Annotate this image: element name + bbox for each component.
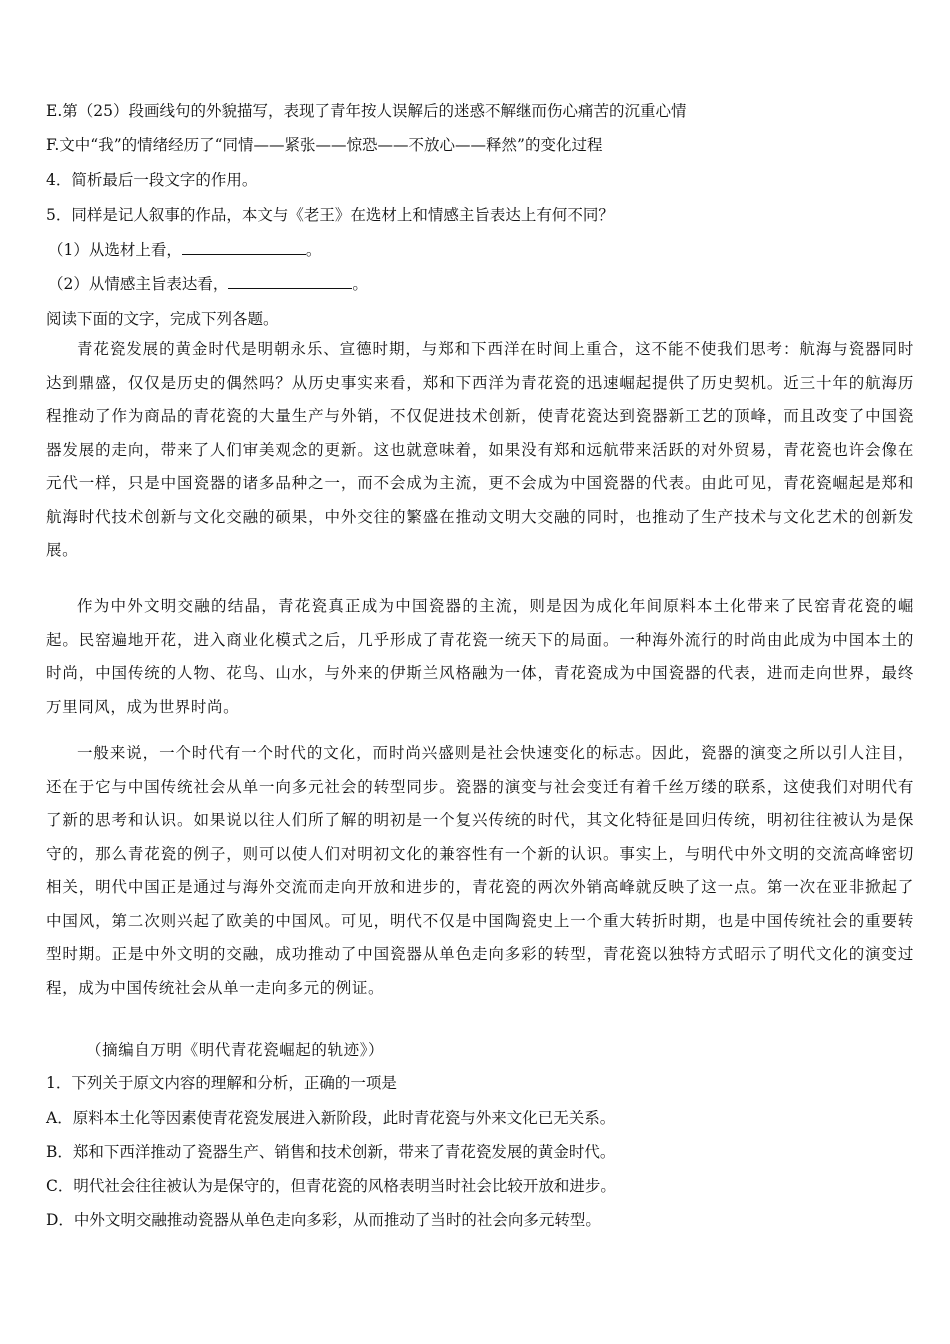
question-5-sub-2 [48, 274, 910, 294]
passage-paragraph-3: 一般来说，一个时代有一个时代的文化，而时尚兴盛则是社会快速变化的标志。因此，瓷器的演变之所以引人注目，还在于它与中国传统社会从单一向多元社会的转型同步。瓷器的演变与社会变迁有着千丝万缕的联系，这使我们对明代有了新的思考和认识。如果说以往人们所了解的明初是一个复兴传统的时代，其文化特征是回归传统，明初往往被认为是保守的，那么青花瓷的例子，则可以使人们对明初文化的兼容性有一个新的认识。事实上，与明代中外文明的交流高峰密切相关，明代中国正是通过与海外交流而走向开放和进步的，青花瓷的两次外销高峰就反映了这一点。第一次在亚非掀起了中国风，第二次则兴起了欧美的中国风。可见，明代不仅是中国陶瓷史上一个重大转折时期，也是中国传统社会的重要转型时期。正是中外文明的交融，成功推动了中国瓷器从单色走向多彩的转型，青花瓷以独特方式昭示了明代文化的演变过程，成为中国传统社会从单一走向多元的例证。 [46, 744, 914, 997]
option-f: F.文中“我”的情绪经历了“同情——紧张——惊恐——不放心——释然”的变化过程 [46, 136, 603, 154]
question-1-option-b: B．郑和下西洋推动了瓷器生产、销售和技术创新，带来了青花瓷发展的黄金时代。 [46, 1143, 616, 1161]
answer-blank-2[interactable] [228, 274, 352, 289]
sub-2-end: 。 [352, 275, 368, 293]
question-5-stem: 5．同样是记人叙事的作品，本文与《老王》在选材上和情感主旨表达上有何不同？ [46, 206, 614, 224]
sub-1-label: （1）从选材上看， [48, 241, 182, 259]
sub-2-label: （2）从情感主旨表达看， [48, 275, 229, 293]
section-intro: 阅读下面的文字，完成下列各题。 [46, 310, 279, 328]
question-4: 4．简析最后一段文字的作用。 [46, 171, 258, 189]
option-e: E.第（25）段画线句的外貌描写，表现了青年按人误解后的迷惑不解继而伤心痛苦的沉重心情 [46, 102, 687, 120]
question-5-sub-1 [48, 240, 910, 260]
answer-blank-1[interactable] [182, 240, 306, 255]
question-1-option-a: A．原料本土化等因素使青花瓷发展进入新阶段，此时青花瓷与外来文化已无关系。 [46, 1109, 616, 1127]
passage-paragraph-2: 作为中外文明交融的结晶，青花瓷真正成为中国瓷器的主流，则是因为成化年间原料本土化带来了民窑青花瓷的崛起。民窑遍地开花，进入商业化模式之后，几乎形成了青花瓷一统天下的局面。一种海外流行的时尚由此成为中国本土的时尚，中国传统的人物、花鸟、山水，与外来的伊斯兰风格融为一体，青花瓷成为中国瓷器的代表，进而走向世界，最终万里同风，成为世界时尚。 [46, 597, 914, 716]
passage-source: （摘编自万明《明代青花瓷崛起的轨迹》） [86, 1041, 385, 1059]
sub-1-end: 。 [305, 241, 322, 259]
passage-paragraph-1: 青花瓷发展的黄金时代是明朝永乐、宣德时期，与郑和下西洋在时间上重合，这不能不使我们思考：航海与瓷器同时达到鼎盛，仅仅是历史的偶然吗？从历史事实来看，郑和下西洋为青花瓷的迅速崛起提供了历史契机。近三十年的航海历程推动了作为商品的青花瓷的大量生产与外销，不仅促进技术创新，使青花瓷达到瓷器新工艺的顶峰，而且改变了中国瓷器发展的走向，带来了人们审美观念的更新。这也就意味着，如果没有郑和远航带来活跃的对外贸易，青花瓷也许会像在元代一样，只是中国瓷器的诸多品种之一，而不会成为主流，更不会成为中国瓷器的代表。由此可见，青花瓷崛起是郑和航海时代技术创新与文化交融的硕果，中外交往的繁盛在推动文明大交融的同时，也推动了生产技术与文化艺术的创新发展。 [46, 340, 914, 559]
question-1-option-d: D．中外文明交融推动瓷器从单色走向多彩，从而推动了当时的社会向多元转型。 [46, 1211, 601, 1229]
question-1-stem: 1．下列关于原文内容的理解和分析，正确的一项是 [46, 1074, 397, 1092]
question-1-option-c: C．明代社会往往被认为是保守的，但青花瓷的风格表明当时社会比较开放和进步。 [46, 1177, 616, 1195]
